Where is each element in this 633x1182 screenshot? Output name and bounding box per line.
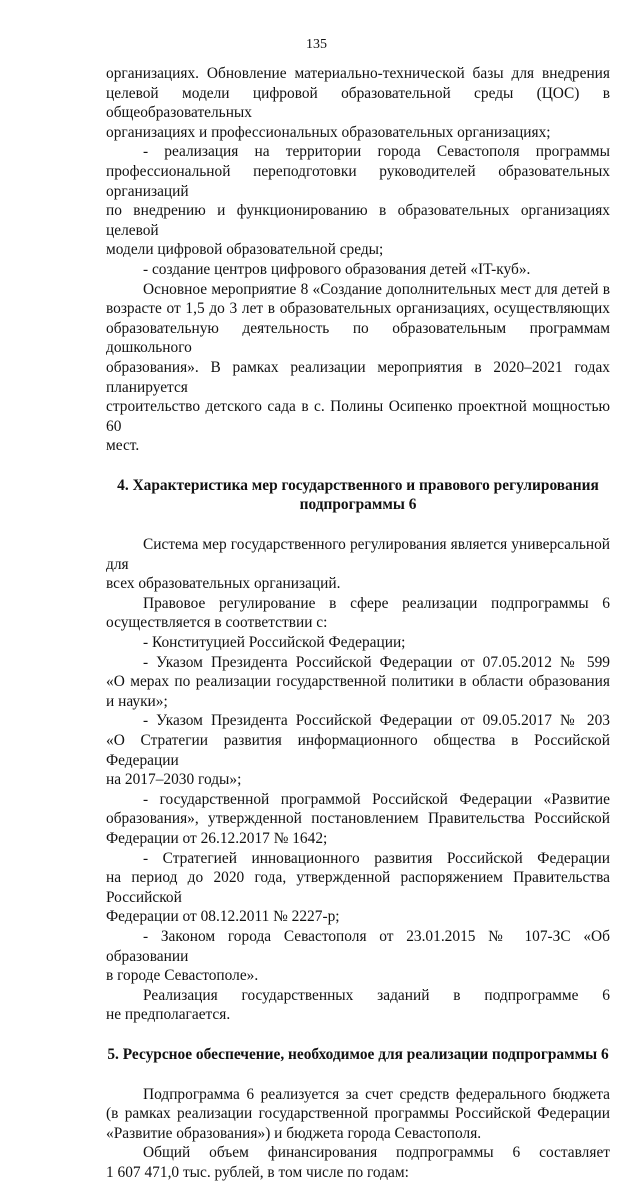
text-line: на период до 2020 года, утвержденной распоряжением Правительства Российской <box>106 869 610 906</box>
text-line: в городе Севастополе». <box>106 967 259 985</box>
text-line: организациях. Обновление материально-технической базы для внедрения <box>106 65 610 82</box>
text-line: модели цифровой образовательной среды; <box>106 241 384 259</box>
text-line: всех образовательных организаций. <box>106 575 341 593</box>
text-line: - государственной программой Российской Федерации «Развитие <box>143 790 610 808</box>
section-heading-line: подпрограммы 6 <box>299 496 417 514</box>
page-number: 135 <box>306 37 327 52</box>
text-line: осуществляется в соответствии с: <box>106 614 328 632</box>
section-spacer <box>106 1025 610 1045</box>
text-line: Реализация государственных заданий в подпрограмме 6 <box>143 986 610 1004</box>
text-line: по внедрению и функционированию в образовательных организациях целевой <box>106 202 610 239</box>
text-line: - Стратегией инновационного развития Российской Федерации <box>143 849 610 867</box>
text-line: - создание центров цифрового образования детей «IT-куб». <box>143 260 531 278</box>
text-line: - реализация на территории города Севастополя программы <box>143 143 610 161</box>
text-line: 1 607 471,0 тыс. рублей, в том числе по годам: <box>106 1163 409 1181</box>
text-line: «Развитие образования») и бюджета города Севастополя. <box>106 1124 482 1142</box>
section-spacer <box>106 1065 610 1085</box>
text-line: Система мер государственного регулирования является универсальной для <box>106 536 610 573</box>
text-line: Основное мероприятие 8 «Создание дополнительных мест для детей в <box>143 280 610 298</box>
text-line: - Конституцией Российской Федерации; <box>143 634 406 652</box>
text-line: «О мерах по реализации государственной политики в области образования <box>106 673 610 691</box>
text-line: целевой модели цифровой образовательной среды (ЦОС) в общеобразовательных <box>106 84 610 122</box>
text-line: строительство детского сада в с. Полины Осипенко проектной мощностью 60 <box>106 398 610 435</box>
text-line: возрасте от 1,5 до 3 лет в образовательных организациях, осуществляющих <box>106 300 610 318</box>
text-line: мест. <box>106 437 140 455</box>
section-spacer <box>106 456 610 476</box>
text-line: Общий объем финансирования подпрограммы 6 составляет <box>143 1144 610 1162</box>
document-body <box>106 64 610 1182</box>
text-line: образовательную деятельность по образовательным программам дошкольного <box>106 319 610 357</box>
text-line: - Указом Президента Российской Федерации от 09.05.2017 № 203 <box>143 712 610 730</box>
text-line: Правовое регулирование в сфере реализации подпрограммы 6 <box>143 594 610 612</box>
text-line: организациях и профессиональных образовательных организациях; <box>106 123 551 141</box>
text-line: «О Стратегии развития информационного общества в Российской Федерации <box>106 732 610 769</box>
text-line: Федерации от 08.12.2011 № 2227-р; <box>106 908 340 926</box>
text-line: (в рамках реализации государственной программы Российской Федерации <box>106 1105 610 1123</box>
text-line: Федерации от 26.12.2017 № 1642; <box>106 829 328 847</box>
text-line: не предполагается. <box>106 1006 231 1024</box>
text-line: Подпрограмма 6 реализуется за счет средств федерального бюджета <box>143 1085 610 1103</box>
text-line: - Законом города Севастополя от 23.01.2015 № 107-ЗС «Об образовании <box>106 927 610 965</box>
text-line: образования». В рамках реализации мероприятия в 2020–2021 годах планируется <box>106 358 610 396</box>
text-line: образования», утвержденной постановлением Правительства Российской <box>106 810 610 828</box>
text-line: - Указом Президента Российской Федерации от 07.05.2012 № 599 <box>143 653 610 671</box>
text-line: профессиональной переподготовки руководителей образовательных организаций <box>106 162 610 200</box>
section-heading-line: 4. Характеристика мер государственного и правового регулирования <box>117 476 599 494</box>
text-line: на 2017–2030 годы»; <box>106 771 242 789</box>
text-line: и науки»; <box>106 692 168 710</box>
section-heading-line: 5. Ресурсное обеспечение, необходимое для реализации подпрограммы 6 <box>107 1045 609 1063</box>
section-spacer <box>106 515 610 535</box>
